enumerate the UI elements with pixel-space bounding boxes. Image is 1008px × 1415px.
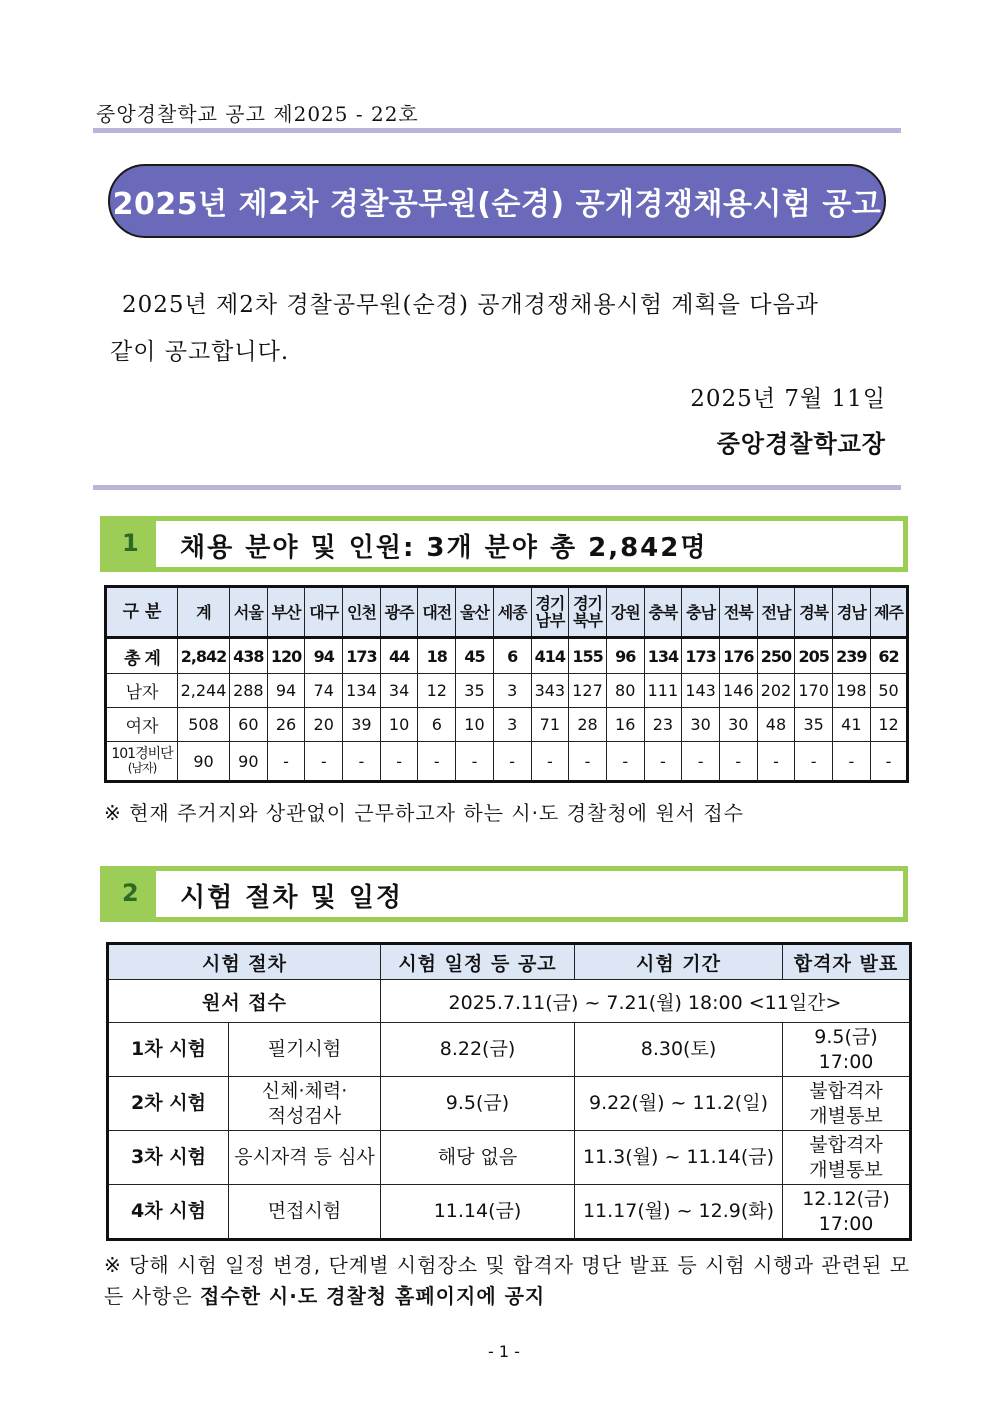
table-cell: 198 bbox=[833, 674, 871, 708]
section-1-note: ※ 현재 주거지와 상관없이 근무하고자 하는 시·도 경찰청에 원서 접수 bbox=[104, 801, 744, 825]
row-label bbox=[106, 674, 178, 708]
row-label-text: 총 계 bbox=[124, 648, 160, 669]
exam-period: 11.3(월) ~ 11.14(금) bbox=[575, 1131, 783, 1185]
column-header: 세종 bbox=[493, 587, 531, 638]
note-text: ※ 당해 시험 일정 변경, 단계별 시험장소 및 합격자 명단 발표 등 시험 시행과 관련된 모든 사항은 bbox=[104, 1253, 911, 1308]
application-period: 2025.7.11(금) ~ 7.21(월) 18:00 <11일간> bbox=[381, 980, 911, 1023]
table-cell: 3 bbox=[493, 674, 531, 708]
table-cell: 202 bbox=[757, 674, 795, 708]
table-cell: 94 bbox=[267, 674, 305, 708]
table-cell: - bbox=[719, 742, 757, 782]
schedule-table bbox=[106, 942, 912, 1241]
stage-name: 4차 시험 bbox=[108, 1185, 229, 1240]
table-cell: 10 bbox=[456, 708, 494, 742]
divider-top bbox=[93, 128, 901, 133]
table-cell: - bbox=[418, 742, 456, 782]
table-cell: 60 bbox=[230, 708, 268, 742]
column-header: 계 bbox=[178, 587, 230, 638]
table-cell: 23 bbox=[644, 708, 682, 742]
column-header: 전남 bbox=[757, 587, 795, 638]
table-cell: 127 bbox=[569, 674, 607, 708]
table-cell: 6 bbox=[493, 638, 531, 674]
table-cell: 35 bbox=[795, 708, 833, 742]
stage-name: 1차 시험 bbox=[108, 1023, 229, 1077]
header-procedure: 시험 절차 bbox=[108, 944, 381, 980]
stage-name: 3차 시험 bbox=[108, 1131, 229, 1185]
table-row bbox=[106, 674, 908, 708]
page-title: 2025년 제2차 경찰공무원(순경) 공개경쟁채용시험 공고 bbox=[112, 187, 882, 222]
table-cell: - bbox=[833, 742, 871, 782]
table-cell: - bbox=[606, 742, 644, 782]
table-cell: 205 bbox=[795, 638, 833, 674]
title-banner bbox=[108, 164, 886, 238]
notice-date: 8.22(금) bbox=[381, 1023, 575, 1077]
notice-date: 11.14(금) bbox=[381, 1185, 575, 1240]
section-2-header bbox=[100, 866, 908, 922]
table-row bbox=[108, 1023, 911, 1077]
row-label-text: 남자 bbox=[125, 683, 159, 703]
column-header: 충북 bbox=[644, 587, 682, 638]
column-header: 전북 bbox=[719, 587, 757, 638]
column-header: 경남 bbox=[833, 587, 871, 638]
exam-period: 8.30(토) bbox=[575, 1023, 783, 1077]
table-cell: 71 bbox=[531, 708, 569, 742]
table-cell: 94 bbox=[305, 638, 343, 674]
table-cell: 90 bbox=[178, 742, 230, 782]
notice-number: 중앙경찰학교 공고 제2025 - 22호 bbox=[96, 102, 419, 126]
table-cell: 134 bbox=[343, 674, 381, 708]
section-number: 1 bbox=[122, 529, 139, 557]
table-cell: 250 bbox=[757, 638, 795, 674]
table-cell: 34 bbox=[380, 674, 418, 708]
column-header: 서울 bbox=[230, 587, 268, 638]
column-header: 대전 bbox=[418, 587, 456, 638]
result-announcement: 불합격자 개별통보 bbox=[783, 1131, 911, 1185]
table-cell: 39 bbox=[343, 708, 381, 742]
section-title: 채용 분야 및 인원: 3개 분야 총 2,842명 bbox=[180, 533, 708, 563]
table-cell: 6 bbox=[418, 708, 456, 742]
table-cell: 146 bbox=[719, 674, 757, 708]
page-number: - 1 - bbox=[488, 1342, 520, 1361]
table-cell: 20 bbox=[305, 708, 343, 742]
row-label-text: 101경비단 bbox=[111, 746, 173, 762]
table-cell: 50 bbox=[870, 674, 908, 708]
table-cell: 90 bbox=[230, 742, 268, 782]
row-label-text: 여자 bbox=[125, 717, 159, 737]
table-cell: - bbox=[267, 742, 305, 782]
column-header: 경기 북부 bbox=[569, 587, 607, 638]
table-cell: - bbox=[644, 742, 682, 782]
notice-date: 9.5(금) bbox=[381, 1077, 575, 1131]
table-cell: - bbox=[870, 742, 908, 782]
intro-line-2: 같이 공고합니다. bbox=[110, 339, 290, 365]
table-cell: 30 bbox=[719, 708, 757, 742]
table-cell: - bbox=[757, 742, 795, 782]
table-cell: 12 bbox=[418, 674, 456, 708]
table-cell: - bbox=[531, 742, 569, 782]
table-cell: - bbox=[380, 742, 418, 782]
table-cell: 343 bbox=[531, 674, 569, 708]
result-announcement: 불합격자 개별통보 bbox=[783, 1077, 911, 1131]
table-row bbox=[106, 638, 908, 674]
table-header-row bbox=[108, 944, 911, 980]
exam-period: 9.22(월) ~ 11.2(일) bbox=[575, 1077, 783, 1131]
table-cell: 74 bbox=[305, 674, 343, 708]
table-cell: 96 bbox=[606, 638, 644, 674]
intro-paragraph bbox=[110, 282, 895, 376]
table-cell: - bbox=[456, 742, 494, 782]
result-announcement: 12.12(금) 17:00 bbox=[783, 1185, 911, 1240]
table-cell: 80 bbox=[606, 674, 644, 708]
table-cell: - bbox=[795, 742, 833, 782]
table-row bbox=[108, 1077, 911, 1131]
table-cell: 18 bbox=[418, 638, 456, 674]
table-cell: 170 bbox=[795, 674, 833, 708]
table-cell: 239 bbox=[833, 638, 871, 674]
table-cell: 414 bbox=[531, 638, 569, 674]
table-cell: 143 bbox=[682, 674, 720, 708]
column-header: 경기 남부 bbox=[531, 587, 569, 638]
column-header: 광주 bbox=[380, 587, 418, 638]
table-cell: 28 bbox=[569, 708, 607, 742]
table-cell: - bbox=[493, 742, 531, 782]
table-cell: 16 bbox=[606, 708, 644, 742]
header-period: 시험 기간 bbox=[575, 944, 783, 980]
table-cell: 48 bbox=[757, 708, 795, 742]
section-number: 2 bbox=[122, 879, 139, 907]
divider-middle bbox=[93, 485, 901, 490]
application-label: 원서 접수 bbox=[108, 980, 381, 1023]
stage-name: 2차 시험 bbox=[108, 1077, 229, 1131]
test-type: 신체·체력· 적성검사 bbox=[229, 1077, 381, 1131]
result-announcement: 9.5(금) 17:00 bbox=[783, 1023, 911, 1077]
table-row bbox=[108, 1185, 911, 1240]
table-row bbox=[108, 1131, 911, 1185]
table-cell: - bbox=[682, 742, 720, 782]
table-cell: 134 bbox=[644, 638, 682, 674]
table-cell: 120 bbox=[267, 638, 305, 674]
table-cell: 10 bbox=[380, 708, 418, 742]
table-cell: 2,244 bbox=[178, 674, 230, 708]
table-cell: 111 bbox=[644, 674, 682, 708]
column-header: 부산 bbox=[267, 587, 305, 638]
table-cell: 176 bbox=[719, 638, 757, 674]
table-cell: 173 bbox=[343, 638, 381, 674]
header-notice: 시험 일정 등 공고 bbox=[381, 944, 575, 980]
exam-period: 11.17(월) ~ 12.9(화) bbox=[575, 1185, 783, 1240]
section-2-note bbox=[104, 1250, 916, 1312]
row-label bbox=[106, 638, 178, 674]
table-cell: - bbox=[305, 742, 343, 782]
column-header: 제주 bbox=[870, 587, 908, 638]
row-sublabel: (남자) bbox=[127, 761, 157, 775]
column-header: 강원 bbox=[606, 587, 644, 638]
notice-date: 해당 없음 bbox=[381, 1131, 575, 1185]
table-cell: 508 bbox=[178, 708, 230, 742]
column-header: 경북 bbox=[795, 587, 833, 638]
table-header-row bbox=[106, 587, 908, 638]
row-label bbox=[106, 742, 178, 782]
table-cell: 30 bbox=[682, 708, 720, 742]
intro-line-1: 2025년 제2차 경찰공무원(순경) 공개경쟁채용시험 계획을 다음과 bbox=[122, 292, 819, 318]
announcement-date: 2025년 7월 11일 bbox=[690, 386, 886, 412]
column-header: 충남 bbox=[682, 587, 720, 638]
test-type: 면접시험 bbox=[229, 1185, 381, 1240]
table-cell: 173 bbox=[682, 638, 720, 674]
test-type: 필기시험 bbox=[229, 1023, 381, 1077]
header-result: 합격자 발표 bbox=[783, 944, 911, 980]
test-type: 응시자격 등 심사 bbox=[229, 1131, 381, 1185]
table-cell: 35 bbox=[456, 674, 494, 708]
column-header: 구 분 bbox=[106, 587, 178, 638]
table-cell: 62 bbox=[870, 638, 908, 674]
table-cell: 155 bbox=[569, 638, 607, 674]
section-title: 시험 절차 및 일정 bbox=[180, 883, 403, 913]
table-cell: 438 bbox=[230, 638, 268, 674]
table-cell: 12 bbox=[870, 708, 908, 742]
column-header: 인천 bbox=[343, 587, 381, 638]
table-cell: 45 bbox=[456, 638, 494, 674]
table-cell: 3 bbox=[493, 708, 531, 742]
note-emphasis: 접수한 시·도 경찰청 홈페이지에 공지 bbox=[200, 1284, 546, 1308]
table-cell: 41 bbox=[833, 708, 871, 742]
column-header: 울산 bbox=[456, 587, 494, 638]
recruitment-table bbox=[104, 585, 909, 783]
table-row bbox=[106, 708, 908, 742]
row-label bbox=[106, 708, 178, 742]
table-row bbox=[108, 980, 911, 1023]
table-cell: 44 bbox=[380, 638, 418, 674]
section-1-header bbox=[100, 516, 908, 572]
table-cell: - bbox=[569, 742, 607, 782]
column-header: 대구 bbox=[305, 587, 343, 638]
table-cell: 288 bbox=[230, 674, 268, 708]
table-row bbox=[106, 742, 908, 782]
table-cell: 2,842 bbox=[178, 638, 230, 674]
table-cell: 26 bbox=[267, 708, 305, 742]
table-cell: - bbox=[343, 742, 381, 782]
issuer: 중앙경찰학교장 bbox=[716, 430, 886, 458]
